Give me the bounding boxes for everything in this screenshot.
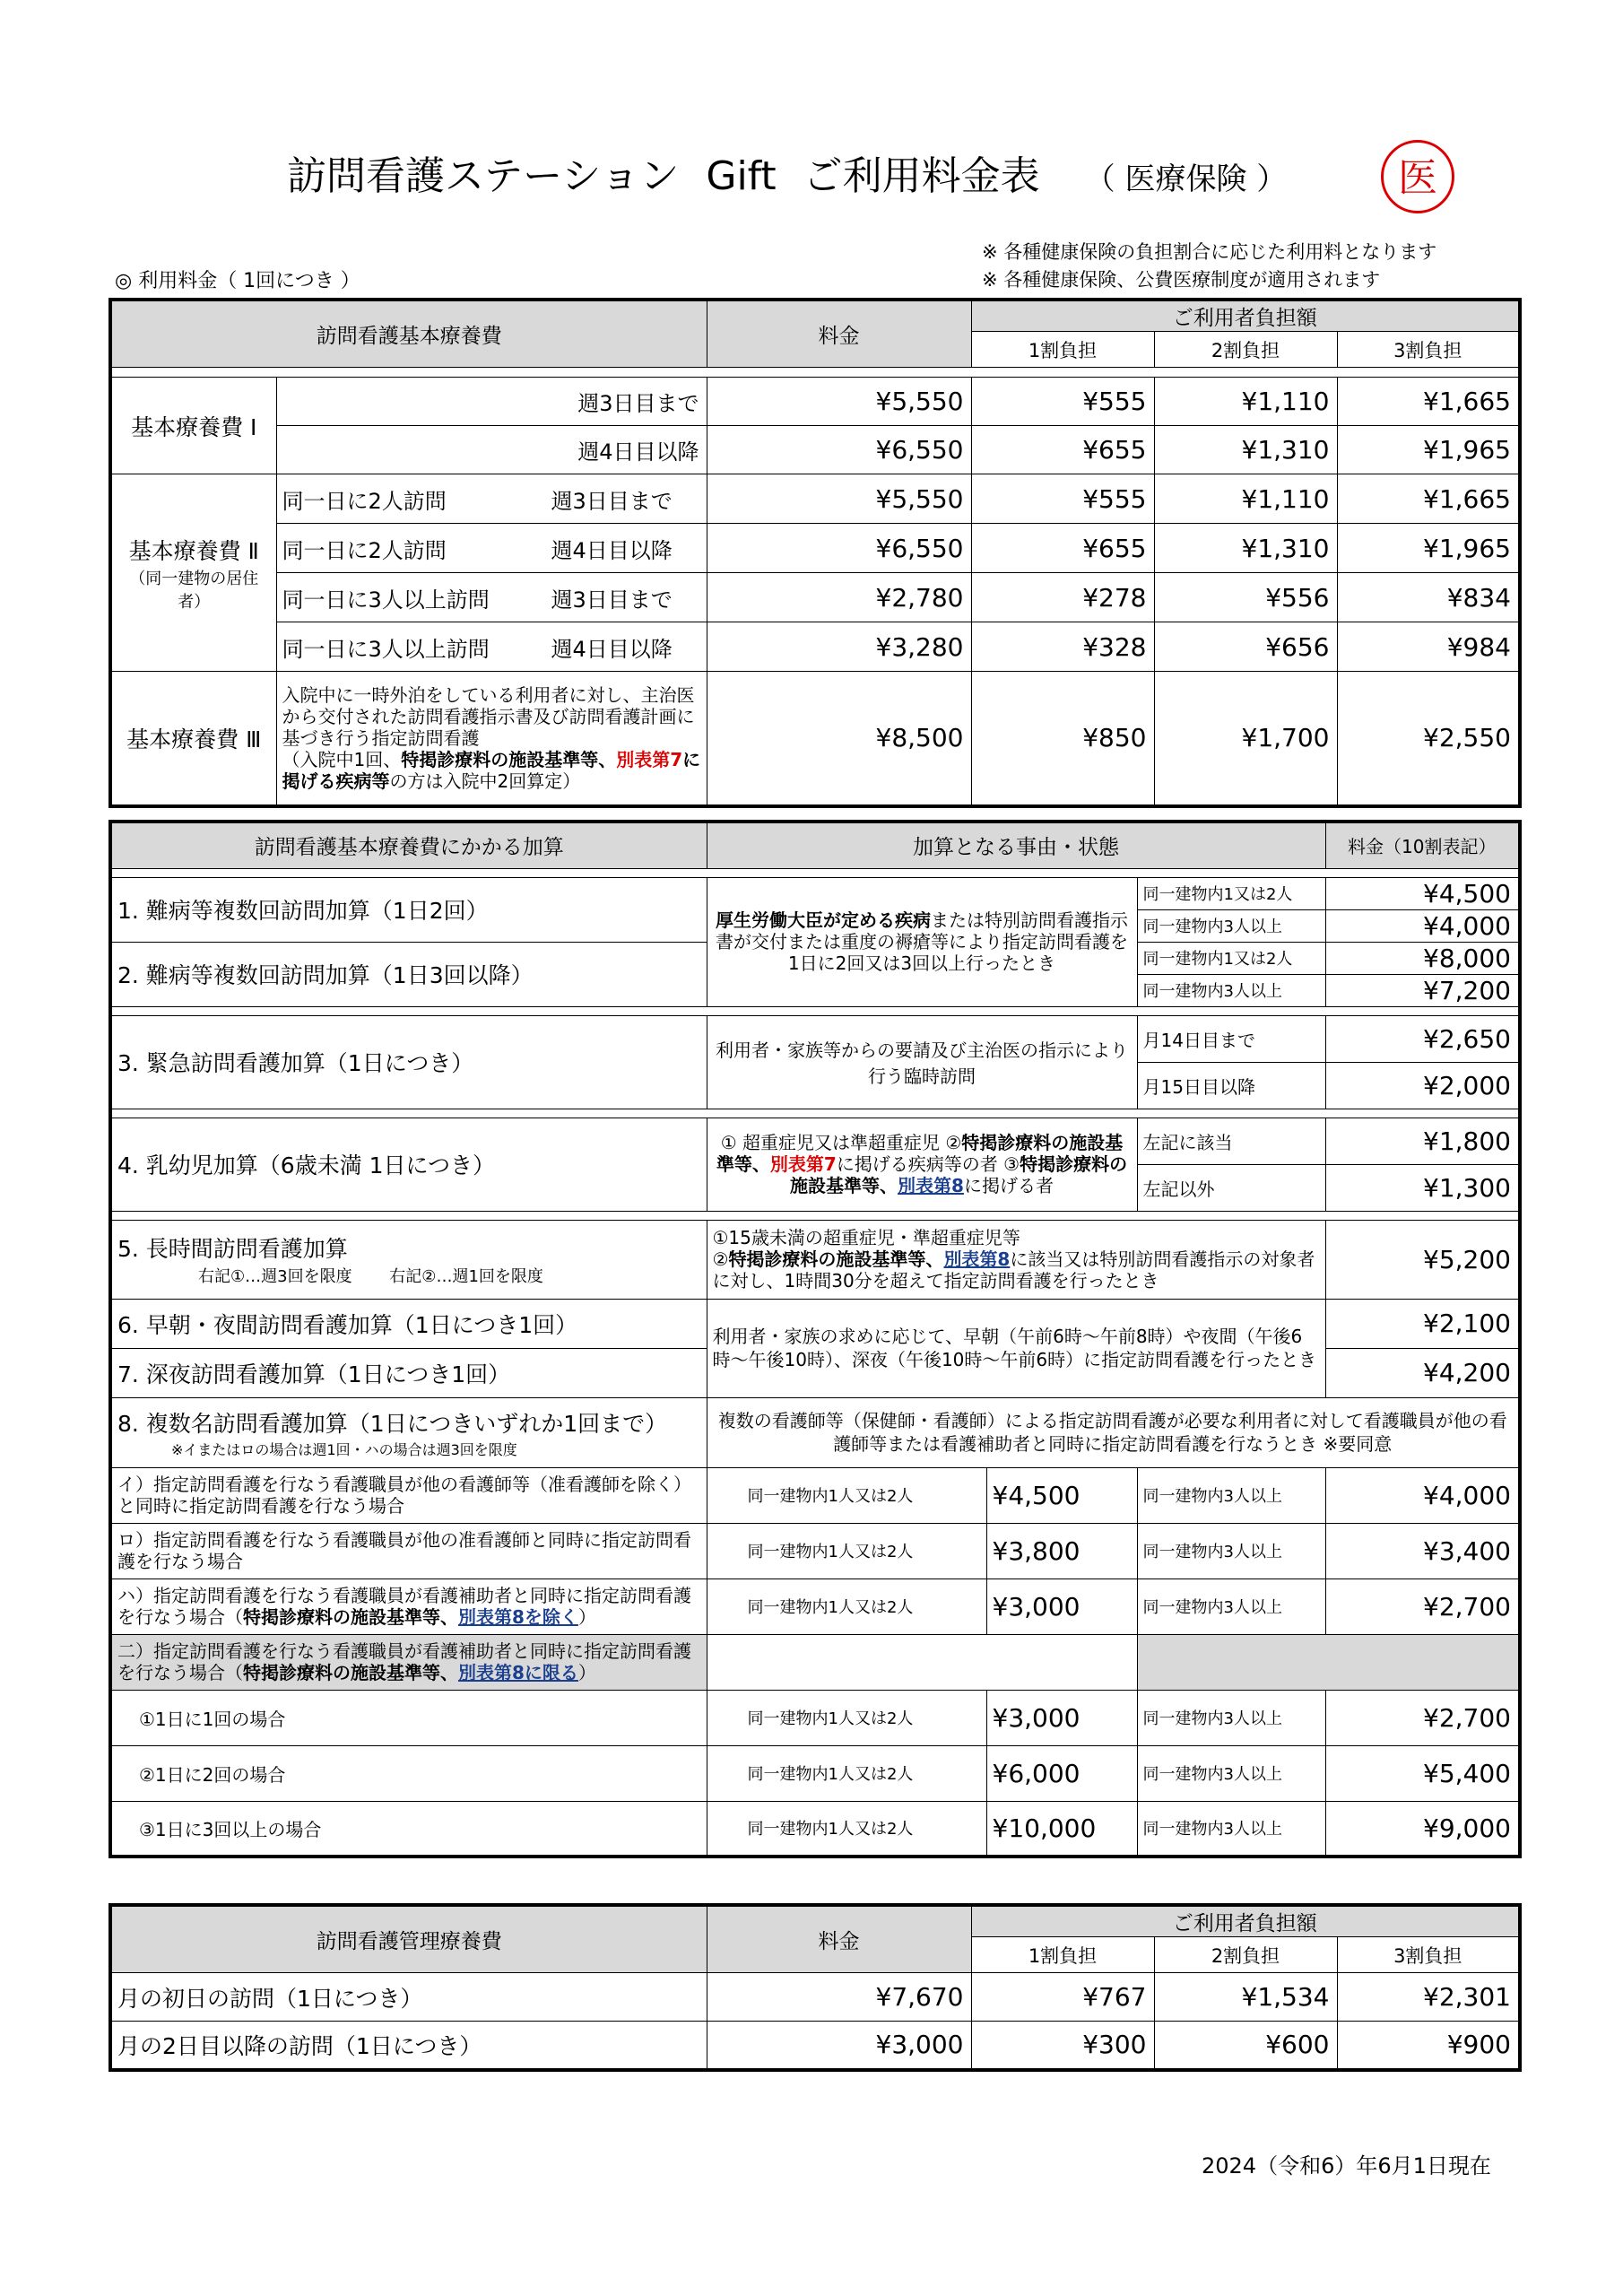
- table-row: [110, 524, 1520, 573]
- title-main: 訪問看護ステーション: [287, 153, 680, 199]
- header-fee: 料金（10割表記）: [1325, 822, 1520, 868]
- addition-5: 5. 長時間訪問看護加算 右記①…週3回を限度 右記②…週1回を限度: [110, 1220, 707, 1299]
- row-name: 月の2日目以降の訪問（1日につき）: [110, 2022, 707, 2070]
- header-fee: 料金: [707, 300, 971, 368]
- header-name: 訪問看護基本療養費: [110, 300, 707, 368]
- addition-12-reason: 厚生労働大臣が定める疾病または特別訪問看護指示書が交付または重度の褥瘡等により指定訪問看護を1日に2回又は3回以上行ったとき: [707, 877, 1137, 1006]
- header-burden: ご利用者負担額: [971, 300, 1520, 332]
- sub-cond: 同一建物内1又は2人: [1137, 942, 1325, 974]
- insurance-type: （ 医療保険 ）: [1084, 161, 1288, 197]
- row-name: 月の初日の訪問（1日につき）: [110, 1973, 707, 2022]
- addition-8-ni-1: ①1日に1回の場合: [110, 1690, 707, 1745]
- fee-cell: ¥3,400: [1325, 1523, 1520, 1578]
- fee-cell: ¥4,000: [1325, 909, 1520, 942]
- sub-cond: 同一建物内3人以上: [1137, 1578, 1325, 1634]
- burden-2: ¥600: [1154, 2022, 1337, 2070]
- fee-cell: ¥4,500: [986, 1467, 1137, 1523]
- fee-cell: ¥2,650: [1325, 1015, 1520, 1062]
- fee-cell: ¥3,800: [986, 1523, 1137, 1578]
- table-row: [110, 474, 1520, 524]
- burden-3: ¥984: [1337, 622, 1520, 672]
- header-reason: 加算となる事由・状態: [707, 822, 1325, 868]
- fee-cell: ¥3,000: [986, 1578, 1137, 1634]
- table-row: [110, 622, 1520, 672]
- burden-1: ¥300: [971, 2022, 1154, 2070]
- fee-cell: ¥10,000: [986, 1801, 1137, 1857]
- row-desc: 入院中に一時外泊をしている利用者に対し、主治医から交付された訪問看護指示書及び訪問看護計画に基づき行う指定訪問看護 （入院中1回、特掲診療料の施設基準等、別表第7に掲げる疾病等の方は入院中2回算定）: [276, 672, 707, 806]
- basic-fee-table: [108, 298, 1522, 808]
- fee-cell: ¥2,100: [1325, 1299, 1520, 1348]
- fee-cell: ¥5,550: [707, 474, 971, 524]
- addition-8-ni: 二）指定訪問看護を行なう看護職員が看護補助者と同時に指定訪問看護を行なう場合（特掲診療料の施設基準等、別表第8に限る）: [110, 1634, 707, 1690]
- fee-cell: ¥2,780: [707, 573, 971, 622]
- burden-1: ¥767: [971, 1973, 1154, 2022]
- burden-2: ¥656: [1154, 622, 1337, 672]
- management-fee-table: [108, 1903, 1522, 2072]
- note-1: ※ 各種健康保険の負担割合に応じた利用料となります: [982, 241, 1437, 263]
- sub-cond: 同一建物内3人以上: [1137, 909, 1325, 942]
- sub-cond: 同一建物内3人以上: [1137, 1523, 1325, 1578]
- fee-cell: ¥3,280: [707, 622, 971, 672]
- effective-date: 2024（令和6）年6月1日現在: [1202, 2153, 1491, 2179]
- burden-3: ¥1,965: [1337, 426, 1520, 474]
- sub-cond: 同一建物内1人又は2人: [707, 1467, 986, 1523]
- header-1: 1割負担: [971, 332, 1154, 368]
- fee-cell: ¥7,670: [707, 1973, 971, 2022]
- table-row: [110, 378, 1520, 426]
- addition-8-reason: 複数の看護師等（保健師・看護師）による指定訪問看護が必要な利用者に対して看護職員が他の看護師等または看護補助者と同時に指定訪問看護を行なうとき ※要同意: [707, 1397, 1520, 1467]
- fee-cell: ¥2,000: [1325, 1062, 1520, 1109]
- section-label: ◎ 利用料金（ 1回につき ）: [115, 270, 360, 292]
- group-label: 基本療養費 Ⅰ: [110, 378, 276, 474]
- row-cond: 同一日に3人以上訪問 週3日目まで: [276, 573, 707, 622]
- addition-7: 7. 深夜訪問看護加算（1日につき1回）: [110, 1348, 707, 1397]
- burden-1: ¥555: [971, 378, 1154, 426]
- group-label: 基本療養費 Ⅱ （同一建物の居住者）: [110, 474, 276, 672]
- addition-67-reason: 利用者・家族の求めに応じて、早朝（午前6時～午前8時）や夜間（午後6時～午後10時）、深夜（午後10時～午前6時）に指定訪問看護を行ったとき: [707, 1299, 1325, 1397]
- sub-cond: 同一建物内3人以上: [1137, 1467, 1325, 1523]
- fee-cell: ¥6,000: [986, 1745, 1137, 1801]
- burden-2: ¥1,700: [1154, 672, 1337, 806]
- sub-cond: 同一建物内1人又は2人: [707, 1801, 986, 1857]
- addition-4: 4. 乳幼児加算（6歳未満 1日につき）: [110, 1118, 707, 1211]
- burden-3: ¥900: [1337, 2022, 1520, 2070]
- table-row: [110, 573, 1520, 622]
- table-row: [110, 1973, 1520, 2022]
- sub-cond: 同一建物内1人又は2人: [707, 1745, 986, 1801]
- fee-cell: ¥3,000: [986, 1690, 1137, 1745]
- header-name: 訪問看護基本療養費にかかる加算: [110, 822, 707, 868]
- fee-cell: ¥4,200: [1325, 1348, 1520, 1397]
- sub-cond: 同一建物内1又は2人: [1137, 877, 1325, 909]
- group-sublabel: （同一建物の居住者）: [129, 569, 259, 612]
- fee-cell: ¥5,550: [707, 378, 971, 426]
- fee-cell: ¥2,700: [1325, 1690, 1520, 1745]
- table-row: [110, 426, 1520, 474]
- header-fee: 料金: [707, 1905, 971, 1973]
- header-3: 3割負担: [1337, 332, 1520, 368]
- burden-1: ¥328: [971, 622, 1154, 672]
- addition-1: 1. 難病等複数回訪問加算（1日2回）: [110, 877, 707, 942]
- header-3: 3割負担: [1337, 1937, 1520, 1973]
- addition-8-note: ※イまたはロの場合は週1回・ハの場合は週3回を限度: [171, 1440, 517, 1458]
- sub-cond: 同一建物内3人以上: [1137, 1690, 1325, 1745]
- table-row: [110, 2022, 1520, 2070]
- row-cond: 同一日に3人以上訪問 週4日目以降: [276, 622, 707, 672]
- fee-cell: ¥4,500: [1325, 877, 1520, 909]
- header-2: 2割負担: [1154, 1937, 1337, 1973]
- addition-8-ro: ロ）指定訪問看護を行なう看護職員が他の准看護師と同時に指定訪問看護を行なう場合: [110, 1523, 707, 1578]
- burden-3: ¥1,665: [1337, 474, 1520, 524]
- burden-1: ¥278: [971, 573, 1154, 622]
- burden-3: ¥834: [1337, 573, 1520, 622]
- burden-3: ¥2,301: [1337, 1973, 1520, 2022]
- sub-cond: 同一建物内3人以上: [1137, 1745, 1325, 1801]
- medical-seal: 医: [1381, 140, 1454, 213]
- addition-8-ni-2: ②1日に2回の場合: [110, 1745, 707, 1801]
- sub-cond: 月15日目以降: [1137, 1062, 1325, 1109]
- sub-cond: 同一建物内1人又は2人: [707, 1523, 986, 1578]
- fee-cell: ¥5,200: [1325, 1220, 1520, 1299]
- addition-5-note: 右記①…週3回を限度 右記②…週1回を限度: [198, 1267, 543, 1286]
- header-burden: ご利用者負担額: [971, 1905, 1520, 1937]
- burden-2: ¥1,110: [1154, 474, 1337, 524]
- page-title: [287, 144, 1287, 201]
- burden-1: ¥850: [971, 672, 1154, 806]
- title-gift: Gift: [706, 153, 777, 199]
- header-2: 2割負担: [1154, 332, 1337, 368]
- group-label: 基本療養費 Ⅲ: [110, 672, 276, 806]
- addition-8: 8. 複数名訪問看護加算（1日につきいずれか1回まで） ※イまたはロの場合は週1回・ハの場合は週3回を限度: [110, 1397, 707, 1467]
- addition-4-reason: ① 超重症児又は準超重症児 ②特掲診療料の施設基準等、別表第7に掲げる疾病等の者 ③特掲診療料の施設基準等、別表第8に掲げる者: [707, 1118, 1137, 1211]
- row-cond: 週3日目まで: [276, 378, 707, 426]
- burden-3: ¥1,665: [1337, 378, 1520, 426]
- note-2: ※ 各種健康保険、公費医療制度が適用されます: [982, 269, 1381, 291]
- fee-cell: ¥7,200: [1325, 974, 1520, 1006]
- burden-2: ¥1,310: [1154, 426, 1337, 474]
- sub-cond: 左記に該当: [1137, 1118, 1325, 1164]
- table-row: [110, 672, 1520, 806]
- burden-1: ¥655: [971, 524, 1154, 573]
- fee-cell: ¥5,400: [1325, 1745, 1520, 1801]
- row-cond: 同一日に2人訪問 週4日目以降: [276, 524, 707, 573]
- addition-3: 3. 緊急訪問看護加算（1日につき）: [110, 1015, 707, 1109]
- fee-cell: ¥8,000: [1325, 942, 1520, 974]
- fee-cell: ¥1,300: [1325, 1164, 1520, 1211]
- row-cond: 同一日に2人訪問 週3日目まで: [276, 474, 707, 524]
- burden-2: ¥1,110: [1154, 378, 1337, 426]
- header-1: 1割負担: [971, 1937, 1154, 1973]
- row-cond: 週4日目以降: [276, 426, 707, 474]
- addition-8-i: イ）指定訪問看護を行なう看護職員が他の看護師等（准看護師を除く）と同時に指定訪問看護を行なう場合: [110, 1467, 707, 1523]
- addition-8-ni-3: ③1日に3回以上の場合: [110, 1801, 707, 1857]
- addition-table: [108, 820, 1522, 1858]
- fee-cell: ¥6,550: [707, 426, 971, 474]
- burden-2: ¥556: [1154, 573, 1337, 622]
- addition-2: 2. 難病等複数回訪問加算（1日3回以降）: [110, 942, 707, 1006]
- burden-1: ¥655: [971, 426, 1154, 474]
- sub-cond: 同一建物内3人以上: [1137, 974, 1325, 1006]
- sub-cond: 左記以外: [1137, 1164, 1325, 1211]
- burden-2: ¥1,310: [1154, 524, 1337, 573]
- addition-6: 6. 早朝・夜間訪問看護加算（1日につき1回）: [110, 1299, 707, 1348]
- burden-1: ¥555: [971, 474, 1154, 524]
- sub-cond: 同一建物内1人又は2人: [707, 1578, 986, 1634]
- fee-cell: ¥3,000: [707, 2022, 971, 2070]
- addition-3-reason: 利用者・家族等からの要請及び主治医の指示により行う臨時訪問: [707, 1015, 1137, 1109]
- sub-cond: 同一建物内3人以上: [1137, 1801, 1325, 1857]
- fee-cell: ¥6,550: [707, 524, 971, 573]
- fee-cell: ¥8,500: [707, 672, 971, 806]
- title-tail: ご利用料金表: [803, 153, 1040, 199]
- burden-2: ¥1,534: [1154, 1973, 1337, 2022]
- fee-cell: ¥9,000: [1325, 1801, 1520, 1857]
- burden-3: ¥1,965: [1337, 524, 1520, 573]
- fee-cell: ¥2,700: [1325, 1578, 1520, 1634]
- fee-cell: ¥1,800: [1325, 1118, 1520, 1164]
- burden-3: ¥2,550: [1337, 672, 1520, 806]
- header-name: 訪問看護管理療養費: [110, 1905, 707, 1973]
- sub-cond: 月14日目まで: [1137, 1015, 1325, 1062]
- sub-cond: 同一建物内1人又は2人: [707, 1690, 986, 1745]
- fee-cell: ¥4,000: [1325, 1467, 1520, 1523]
- addition-5-reason: ①15歳未満の超重症児・準超重症児等 ②特掲診療料の施設基準等、別表第8に該当又は特別訪問看護指示の対象者に対し、1時間30分を超えて指定訪問看護を行ったとき: [707, 1220, 1325, 1299]
- addition-8-ha: ハ）指定訪問看護を行なう看護職員が看護補助者と同時に指定訪問看護を行なう場合（特掲診療料の施設基準等、別表第8を除く）: [110, 1578, 707, 1634]
